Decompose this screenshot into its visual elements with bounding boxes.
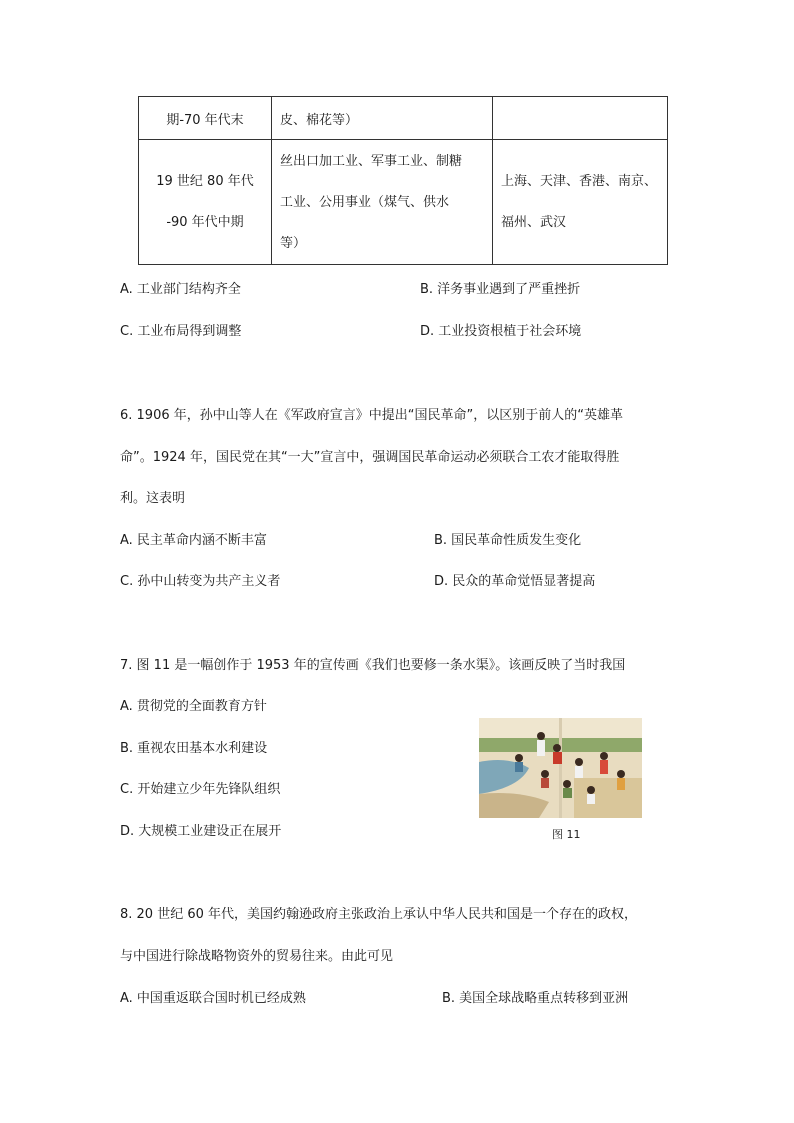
- q6-stem-line: 6. 1906 年，孙中山等人在《军政府宣言》中提出“国民革命”，以区别于前人的“英雄革: [120, 408, 623, 423]
- q8-stem-line: 与中国进行除战略物资外的贸易往来。由此可见: [120, 949, 394, 964]
- q7-option-c[interactable]: C. 开始建立少年先锋队组织: [120, 782, 281, 797]
- q6-stem-line: 利。这表明: [120, 491, 186, 506]
- q5-option-d[interactable]: D. 工业投资根植于社会环境: [420, 324, 582, 339]
- q6-option-b[interactable]: B. 国民革命性质发生变化: [434, 533, 582, 548]
- q6-option-c[interactable]: C. 孙中山转变为共产主义者: [120, 574, 281, 589]
- cell-line: 等）: [280, 235, 307, 251]
- cell-line: -90 年代中期: [166, 215, 244, 230]
- cell-line: 福州、武汉: [501, 215, 567, 230]
- q5-option-b[interactable]: B. 洋务事业遇到了严重挫折: [420, 282, 581, 297]
- table-cell-cities: [493, 140, 668, 265]
- cell-line: 工业、公用事业（煤气、供水: [280, 194, 450, 210]
- table-cell-industries: 皮、棉花等）: [272, 97, 493, 140]
- figure-caption: 图 11: [552, 828, 581, 841]
- q7-stem: 7. 图 11 是一幅创作于 1953 年的宣传画《我们也要修一条水渠》。该画反映了当时我国: [120, 658, 626, 673]
- q7-option-d[interactable]: D. 大规模工业建设正在展开: [120, 824, 282, 839]
- q6-option-d[interactable]: D. 民众的革命觉悟显著提高: [434, 574, 596, 589]
- table-row: [139, 97, 668, 140]
- q7-option-a[interactable]: A. 贯彻党的全面教育方针: [120, 699, 267, 714]
- q7-option-b[interactable]: B. 重视农田基本水利建设: [120, 741, 268, 756]
- industry-table: [138, 96, 668, 265]
- q6-option-a[interactable]: A. 民主革命内涵不断丰富: [120, 533, 267, 548]
- table-cell-cities: [493, 97, 668, 140]
- table-cell-period: 期-70 年代末: [139, 97, 272, 140]
- q6-stem-line: 命”。1924 年，国民党在其“一大”宣言中，强调国民革命运动必须联合工农才能取得胜: [120, 450, 620, 465]
- q8-option-a[interactable]: A. 中国重返联合国时机已经成熟: [120, 991, 306, 1006]
- cell-line: 19 世纪 80 年代: [156, 174, 254, 189]
- q8-stem-line: 8. 20 世纪 60 年代，美国约翰逊政府主张政治上承认中华人民共和国是一个存在的政权，: [120, 907, 638, 922]
- q5-option-c[interactable]: C. 工业布局得到调整: [120, 324, 242, 339]
- table-cell-period: [139, 140, 272, 265]
- table-row: [139, 140, 668, 265]
- table-cell-industries: [272, 140, 493, 265]
- propaganda-poster-image: [479, 718, 642, 818]
- q5-option-a[interactable]: A. 工业部门结构齐全: [120, 282, 241, 297]
- poster-illustration: [479, 718, 642, 818]
- q8-option-b[interactable]: B. 美国全球战略重点转移到亚洲: [442, 991, 629, 1006]
- cell-line: 上海、天津、香港、南京、: [501, 174, 658, 189]
- cell-line: 丝出口加工业、军事工业、制糖: [280, 153, 463, 169]
